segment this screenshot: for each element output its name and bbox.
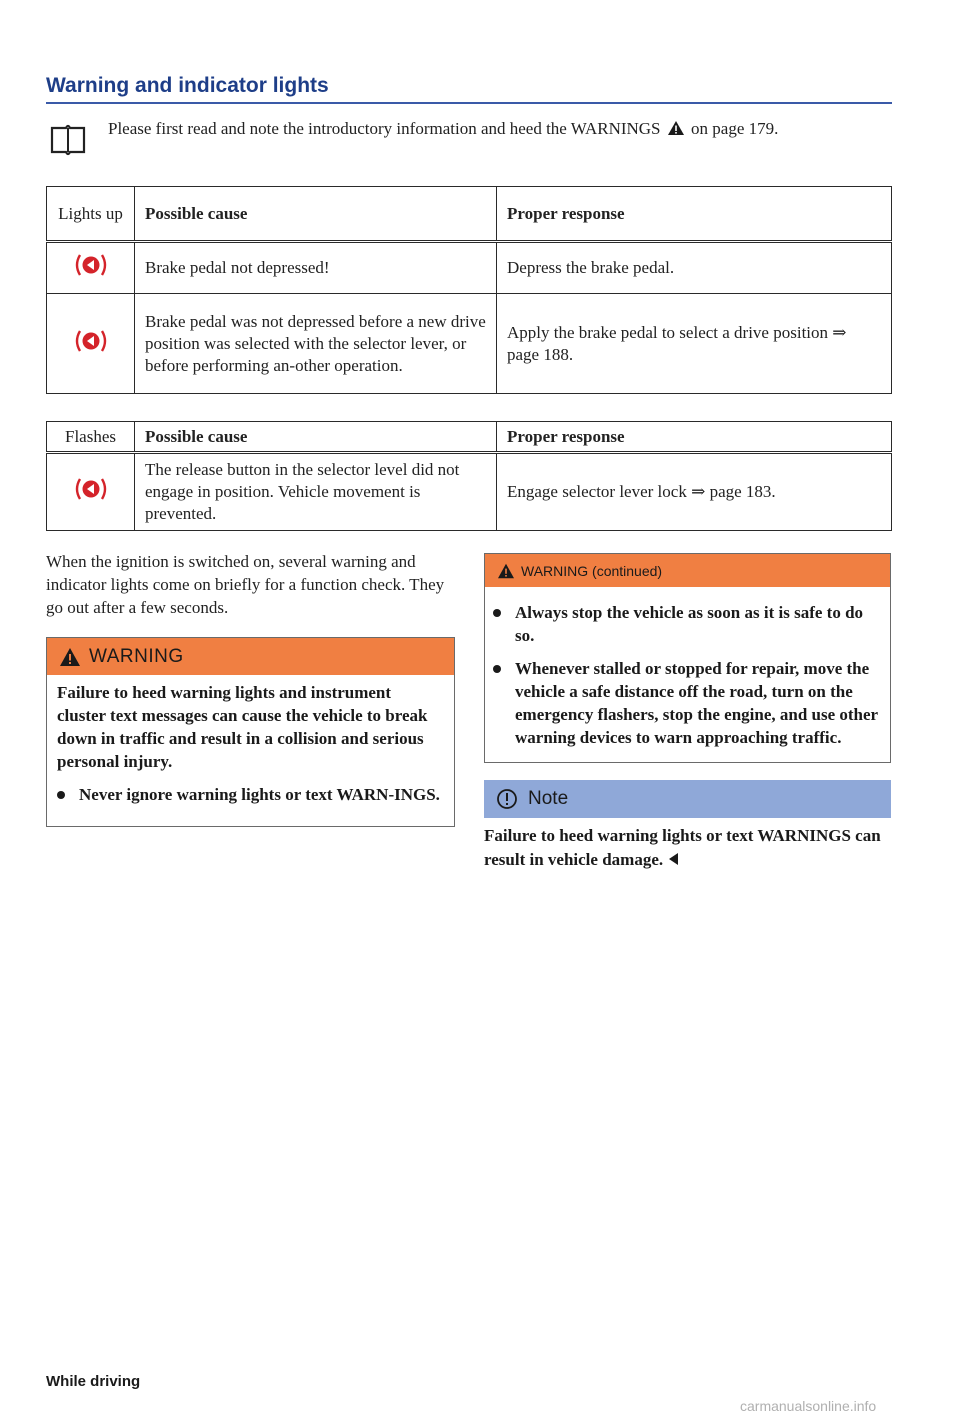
note-text-block <box>484 824 894 872</box>
watermark: carmanualsonline.info <box>740 1398 877 1414</box>
header-possible-cause: Possible cause <box>135 187 497 242</box>
flashes-table <box>46 421 892 531</box>
footer-section-label: While driving <box>46 1373 141 1390</box>
lights-up-table <box>46 186 892 394</box>
icon-cell <box>47 242 135 294</box>
intro-text-after: on page 179. <box>691 119 779 138</box>
table-header-row <box>47 187 892 242</box>
brake-pedal-indicator-icon <box>71 328 111 354</box>
header-possible-cause: Possible cause <box>135 422 497 453</box>
table-header-row <box>47 422 892 453</box>
intro-section <box>46 118 892 162</box>
bullet-icon <box>493 609 501 617</box>
intro-text-before: Please first read and note the introductory information and heed the WARNINGS <box>108 119 661 138</box>
book-icon <box>46 118 90 158</box>
table-row <box>47 453 892 531</box>
note-heading: Note <box>528 788 569 809</box>
bullet-text: Whenever stalled or stopped for repair, move the vehicle a safe distance off the road, turn on the emergency flashers, stop the engine, and use other warning devices to warn approaching traffic. <box>515 659 878 747</box>
warning-body <box>47 675 454 806</box>
bullet-text: Always stop the vehicle as soon as it is safe to do so. <box>515 603 864 645</box>
header-flashes: Flashes <box>47 422 135 453</box>
possible-cause-cell: The release button in the selector level did not engage in position. Vehicle movement is prevented. <box>135 453 497 531</box>
possible-cause-cell: Brake pedal not depressed! <box>135 242 497 294</box>
bullet-icon <box>493 665 501 673</box>
list-item <box>493 657 882 749</box>
list-item <box>493 601 882 647</box>
table-row <box>47 242 892 294</box>
proper-response-cell: Apply the brake pedal to select a drive position ⇒ page 188. <box>497 294 892 394</box>
header-proper-response: Proper response <box>497 187 892 242</box>
warning-header <box>47 638 454 675</box>
warning-triangle-icon <box>497 563 515 579</box>
warning-triangle-icon <box>667 120 685 136</box>
proper-response-cell: Engage selector lever lock ⇒ page 183. <box>497 453 892 531</box>
proper-response-cell: Depress the brake pedal. <box>497 242 892 294</box>
end-of-section-icon <box>669 853 678 865</box>
header-proper-response: Proper response <box>497 422 892 453</box>
warning-triangle-icon <box>59 647 81 667</box>
table-row <box>47 294 892 394</box>
bullet-icon <box>57 791 65 799</box>
warning-box <box>46 637 455 827</box>
warning-continued-box <box>484 553 891 763</box>
header-lights-up: Lights up <box>47 187 135 242</box>
icon-cell <box>47 294 135 394</box>
note-header <box>484 780 891 818</box>
brake-pedal-indicator-icon <box>71 252 111 278</box>
bullet-text: Never ignore warning lights or text WARN-INGS. <box>79 785 440 804</box>
note-text: Failure to heed warning lights or text WARNINGS can result in vehicle damage. <box>484 826 881 869</box>
info-circle-icon <box>496 788 518 810</box>
icon-cell <box>47 453 135 531</box>
page-title: Warning and indicator lights <box>46 74 329 97</box>
function-check-paragraph: When the ignition is switched on, several warning and indicator lights come on briefly for a function check. They go out after a few seconds. <box>46 552 445 617</box>
title-divider <box>46 102 892 104</box>
warning-continued-body <box>485 587 890 749</box>
warning-continued-heading: WARNING (continued) <box>521 562 663 579</box>
warning-continued-header <box>485 554 890 587</box>
list-item <box>57 783 444 806</box>
warning-text: Failure to heed warning lights and instrument cluster text messages can cause the vehicle to break down in traffic and result in a collision and serious personal injury. <box>57 683 428 771</box>
warning-heading: WARNING <box>89 645 184 667</box>
intro-text <box>108 118 778 140</box>
brake-pedal-indicator-icon <box>71 476 111 502</box>
possible-cause-cell: Brake pedal was not depressed before a new drive position was selected with the selector lever, or before performing an-other operation. <box>135 294 497 394</box>
